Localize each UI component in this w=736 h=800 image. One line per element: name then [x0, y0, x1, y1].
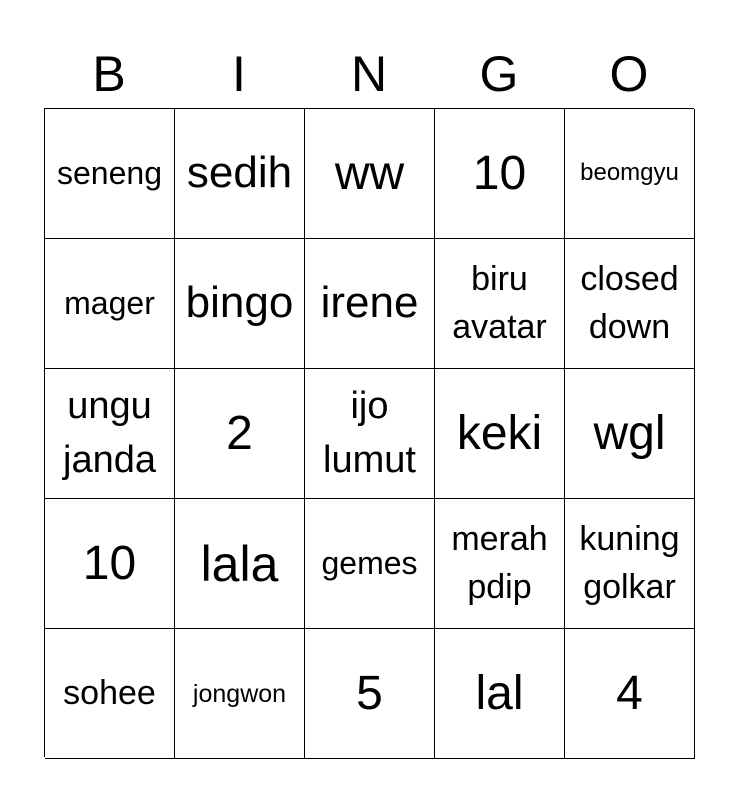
bingo-header — [44, 40, 694, 108]
bingo-cell[interactable] — [305, 239, 435, 369]
bingo-cell[interactable] — [435, 369, 565, 499]
bingo-cell-text: 10 — [82, 536, 137, 590]
bingo-cell-text: bingo — [185, 278, 294, 328]
header-letter-g: G — [479, 46, 519, 102]
bingo-cell-text: sedih — [186, 148, 293, 198]
bingo-cell-text: jongwon — [192, 679, 287, 708]
bingo-cell[interactable] — [305, 369, 435, 499]
bingo-cell-text: 4 — [616, 666, 643, 720]
bingo-cell[interactable] — [565, 109, 695, 239]
bingo-cell[interactable] — [435, 109, 565, 239]
bingo-cell[interactable] — [435, 499, 565, 629]
bingo-cell-text: gemes — [321, 545, 418, 582]
header-letter-n: N — [350, 46, 388, 102]
bingo-cell[interactable] — [45, 499, 175, 629]
bingo-cell[interactable] — [305, 109, 435, 239]
bingo-cell[interactable] — [175, 629, 305, 759]
bingo-cell[interactable] — [45, 629, 175, 759]
bingo-cell-text: ungu janda — [63, 385, 156, 481]
bingo-board — [44, 108, 694, 757]
bingo-cell[interactable] — [45, 369, 175, 499]
bingo-cell[interactable] — [175, 369, 305, 499]
bingo-cell-text: keki — [456, 406, 543, 460]
bingo-cell-text: 5 — [356, 666, 383, 720]
bingo-cell-text: biru avatar — [452, 259, 547, 346]
bingo-cell-text: kuning golkar — [579, 519, 680, 606]
bingo-cell-text: seneng — [57, 155, 162, 192]
bingo-cell[interactable] — [565, 499, 695, 629]
bingo-cell[interactable] — [565, 629, 695, 759]
bingo-cell-text: lal — [475, 666, 524, 720]
bingo-cell[interactable] — [45, 109, 175, 239]
bingo-cell-text: ijo lumut — [323, 385, 416, 481]
header-letter-i: I — [232, 46, 246, 102]
bingo-cell[interactable] — [565, 239, 695, 369]
bingo-cell-text: merah pdip — [451, 519, 548, 606]
bingo-cell-text: 2 — [226, 406, 253, 460]
bingo-cell[interactable] — [305, 499, 435, 629]
bingo-cell-text: closed down — [580, 259, 679, 346]
bingo-cell-text: mager — [64, 285, 155, 322]
bingo-cell-text: irene — [320, 278, 419, 328]
bingo-cell-text: 10 — [472, 146, 527, 200]
header-letter-b: B — [92, 46, 126, 102]
bingo-cell[interactable] — [305, 629, 435, 759]
bingo-cell[interactable] — [435, 239, 565, 369]
bingo-cell[interactable] — [565, 369, 695, 499]
bingo-cell-text: beomgyu — [580, 159, 679, 187]
header-letter-o: O — [609, 46, 649, 102]
bingo-cell-text: wgl — [593, 406, 666, 460]
bingo-cell-text: lala — [200, 535, 279, 592]
bingo-cell[interactable] — [45, 239, 175, 369]
bingo-cell[interactable] — [175, 109, 305, 239]
bingo-cell[interactable] — [175, 499, 305, 629]
bingo-cell-text: sohee — [63, 674, 156, 713]
bingo-cell-text: ww — [334, 146, 405, 200]
bingo-cell[interactable] — [435, 629, 565, 759]
bingo-cell[interactable] — [175, 239, 305, 369]
